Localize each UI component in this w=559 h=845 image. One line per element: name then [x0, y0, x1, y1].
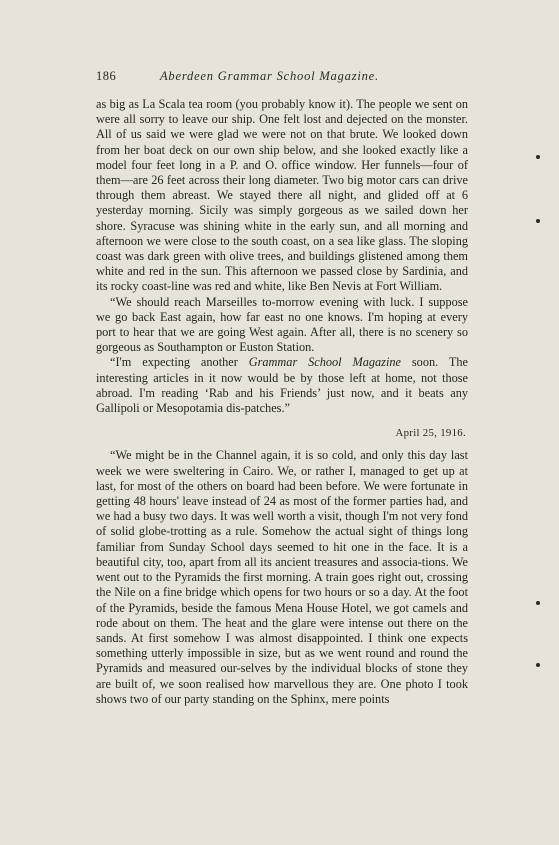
- margin-mark: [536, 155, 540, 159]
- letter-date: April 25, 1916.: [395, 427, 466, 440]
- magazine-title: Grammar School Magazine: [248, 355, 401, 370]
- paragraph: “We should reach Marseilles to-morrow evening with luck. I suppose we go back East again, how far east no one knows. I'm hoping at every port to hear that we are going West again. After all, there is no scenery so gorgeous as Southampton or Euston Station.: [96, 294, 468, 355]
- margin-mark: [536, 219, 540, 223]
- page-header: [96, 69, 476, 89]
- paragraph-text: soon. The interesting articles in it now would be by those left at home, not those abroad. I'm reading ‘Rab and his Friends’ just now, and it beats any Gallipoli or Mesopotamia dis-patches.”: [96, 355, 469, 416]
- body-text: [96, 97, 468, 707]
- paragraph: [96, 355, 468, 416]
- running-title: Aberdeen Grammar School Magazine.: [160, 69, 379, 83]
- page-number: 186: [96, 69, 117, 83]
- margin-mark: [536, 663, 540, 667]
- margin-mark: [536, 601, 540, 605]
- paragraph-text: “I'm expecting another: [110, 355, 249, 370]
- paragraph: as big as La Scala tea room (you probably know it). The people we sent on were all sorry to leave our ship. One felt lost and dejected on the monster. All of us said we were glad we were not on that brute. We looked down from her boat deck on our own ship below, and she looked exactly like a model four feet long in a P. and O. office window. Her funnels—four of them—are 26 feet across their long diameter. Two big motor cars can drive through them abreast. We stayed there all night, and glided off at 6 yesterday morning. Sicily was simply gorgeous as we sailed down her shore. Syracuse was shining white in the early sun, and all morning and afternoon we were close to the south coast, on a sea like glass. The sloping coast was dark green with olive trees, and buildings glistened among them white and red in the sun. This afternoon we passed close by Sardinia, and its rocky coast-line was red and white, like Ben Nevis at Fort William.: [96, 97, 468, 294]
- paragraph: “We might be in the Channel again, it is so cold, and only this day last week we were sweltering in Cairo. We, or rather I, managed to get up at last, for most of the others on board had been before. We were fortunate in getting 48 hours' leave instead of 24 as most of the former parties had, and we had a busy two days. It was well worth a visit, though I'm not very fond of solid globe-trotting as a rule. Somehow the actual sight of things long familiar from Sunday School days seemed to hit one in the face. It is a beautiful city, too, apart from all its ancient treasures and associa-tions. We went out to the Pyramids the first morning. A train goes right out, crossing the Nile on a fine bridge which opens for two hours or so a day. At the foot of the Pyramids, beside the famous Mena House Hotel, we got camels and rode about on them. The heat and the glare were intense out there on the sands. At first somehow I was almost disappointed. I think one expects something utterly impossible in size, but as we went round and round the Pyramids and measured our-selves by the individual blocks of stone they are built of, we soon realised how marvellous they are. One photo I took shows two of our party standing on the Sphinx, mere points: [96, 448, 468, 706]
